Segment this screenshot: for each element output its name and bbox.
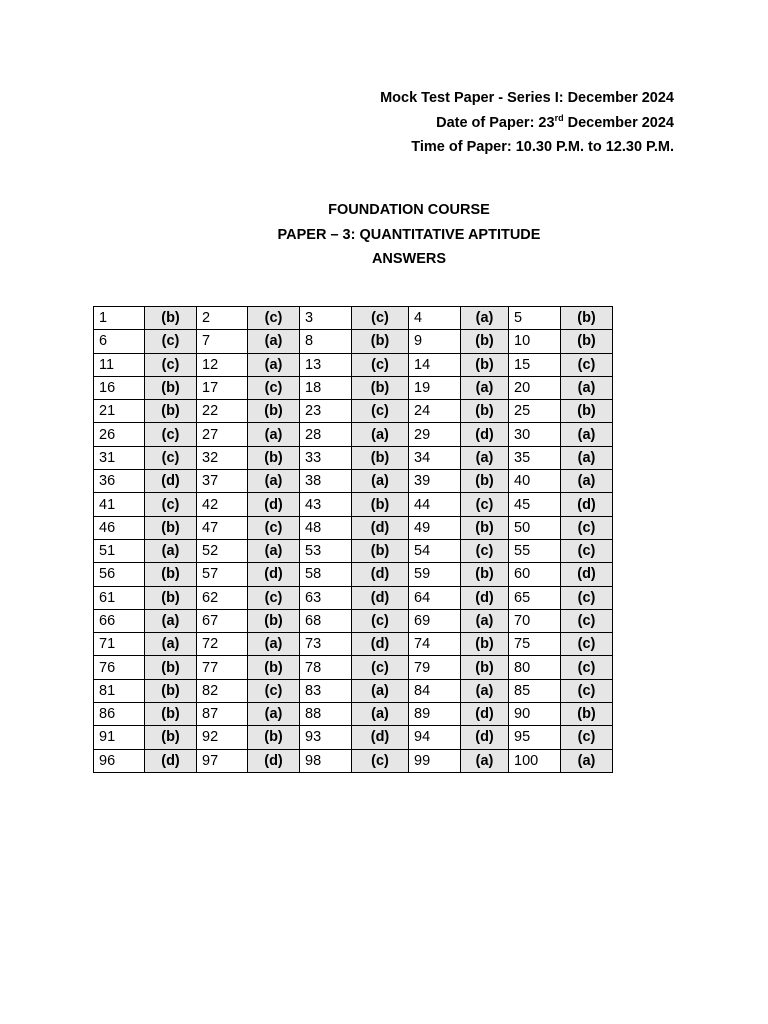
question-number: 89 [409,703,461,726]
question-number: 10 [509,330,561,353]
answer-option: (a) [461,609,509,632]
paper-name: PAPER – 3: QUANTITATIVE APTITUDE [277,226,541,243]
answer-option: (b) [145,679,197,702]
answer-option: (b) [461,400,509,423]
answer-option: (c) [561,656,613,679]
answer-option: (d) [561,563,613,586]
table-row [94,400,613,423]
question-number: 82 [197,679,248,702]
question-number: 42 [197,493,248,516]
answer-option: (b) [145,376,197,399]
paper-title [0,198,768,272]
question-number: 56 [94,563,145,586]
table-row [94,609,613,632]
question-number: 73 [300,633,352,656]
question-number: 92 [197,726,248,749]
answer-option: (a) [461,749,509,772]
answer-option: (d) [248,749,300,772]
table-row [94,446,613,469]
question-number: 29 [409,423,461,446]
answer-option: (a) [248,330,300,353]
question-number: 37 [197,470,248,493]
answer-option: (c) [248,307,300,330]
date-of-paper [380,111,674,136]
question-number: 48 [300,516,352,539]
answer-option: (b) [248,400,300,423]
question-number: 71 [94,633,145,656]
question-number: 66 [94,609,145,632]
answer-option: (c) [352,307,409,330]
date-ordinal-suffix: rd [554,112,564,123]
question-number: 25 [509,400,561,423]
answer-option: (b) [248,656,300,679]
question-number: 70 [509,609,561,632]
answer-option: (b) [461,330,509,353]
table-row [94,726,613,749]
question-number: 16 [94,376,145,399]
answer-option: (b) [461,633,509,656]
answer-option: (a) [352,703,409,726]
question-number: 36 [94,470,145,493]
answer-option: (d) [461,423,509,446]
question-number: 57 [197,563,248,586]
answer-option: (c) [561,609,613,632]
date-suffix: December 2024 [563,114,674,131]
question-number: 78 [300,656,352,679]
question-number: 96 [94,749,145,772]
question-number: 27 [197,423,248,446]
answer-option: (b) [561,703,613,726]
question-number: 5 [509,307,561,330]
answer-option: (a) [352,679,409,702]
answer-option: (a) [248,539,300,562]
answer-option: (b) [145,703,197,726]
table-row [94,703,613,726]
question-number: 19 [409,376,461,399]
answer-option: (b) [461,353,509,376]
answer-option: (b) [248,446,300,469]
question-number: 41 [94,493,145,516]
answer-option: (c) [145,423,197,446]
question-number: 90 [509,703,561,726]
answer-option: (d) [561,493,613,516]
question-number: 98 [300,749,352,772]
question-number: 99 [409,749,461,772]
question-number: 91 [94,726,145,749]
question-number: 59 [409,563,461,586]
question-number: 9 [409,330,461,353]
answer-option: (a) [145,633,197,656]
question-number: 77 [197,656,248,679]
answer-key-table [93,306,613,773]
answer-option: (d) [352,726,409,749]
question-number: 49 [409,516,461,539]
question-number: 83 [300,679,352,702]
question-number: 44 [409,493,461,516]
question-number: 34 [409,446,461,469]
answer-option: (c) [561,726,613,749]
answer-option: (c) [145,330,197,353]
answer-option: (a) [248,423,300,446]
answer-option: (d) [461,586,509,609]
answer-option: (d) [248,563,300,586]
answer-option: (a) [561,376,613,399]
table-row [94,423,613,446]
table-row [94,376,613,399]
answer-option: (c) [561,353,613,376]
question-number: 52 [197,539,248,562]
question-number: 81 [94,679,145,702]
answer-option: (b) [145,586,197,609]
answer-option: (a) [461,679,509,702]
answer-option: (a) [248,353,300,376]
question-number: 97 [197,749,248,772]
table-row [94,307,613,330]
question-number: 65 [509,586,561,609]
table-row [94,656,613,679]
question-number: 13 [300,353,352,376]
question-number: 55 [509,539,561,562]
answer-option: (d) [461,726,509,749]
answer-option: (b) [561,400,613,423]
question-number: 6 [94,330,145,353]
answer-option: (a) [248,633,300,656]
answer-option: (c) [461,493,509,516]
answer-option: (a) [561,470,613,493]
answer-option: (d) [352,586,409,609]
table-row [94,539,613,562]
question-number: 100 [509,749,561,772]
question-number: 75 [509,633,561,656]
answer-option: (d) [145,470,197,493]
answer-option: (b) [352,493,409,516]
answer-option: (b) [461,656,509,679]
table-row [94,493,613,516]
question-number: 60 [509,563,561,586]
question-number: 1 [94,307,145,330]
question-number: 28 [300,423,352,446]
answer-option: (b) [248,726,300,749]
answer-option: (b) [461,516,509,539]
question-number: 88 [300,703,352,726]
question-number: 87 [197,703,248,726]
answer-key-body [94,307,613,773]
question-number: 4 [409,307,461,330]
table-row [94,679,613,702]
question-number: 38 [300,470,352,493]
question-number: 74 [409,633,461,656]
answer-option: (a) [248,703,300,726]
answer-option: (c) [248,679,300,702]
answer-option: (d) [145,749,197,772]
answer-option: (b) [145,563,197,586]
question-number: 72 [197,633,248,656]
question-number: 54 [409,539,461,562]
question-number: 50 [509,516,561,539]
answer-option: (c) [352,353,409,376]
answer-option: (b) [145,400,197,423]
answer-option: (b) [352,330,409,353]
table-row [94,330,613,353]
question-number: 94 [409,726,461,749]
question-number: 23 [300,400,352,423]
question-number: 67 [197,609,248,632]
answer-option: (c) [352,656,409,679]
answer-option: (a) [461,307,509,330]
table-row [94,516,613,539]
question-number: 79 [409,656,461,679]
answer-option: (b) [145,656,197,679]
question-number: 2 [197,307,248,330]
answer-option: (d) [352,563,409,586]
question-number: 51 [94,539,145,562]
table-row [94,470,613,493]
answer-option: (a) [461,446,509,469]
answer-option: (b) [145,726,197,749]
answer-option: (c) [248,586,300,609]
time-of-paper: Time of Paper: 10.30 P.M. to 12.30 P.M. [411,139,674,155]
question-number: 35 [509,446,561,469]
question-number: 63 [300,586,352,609]
answer-option: (b) [352,539,409,562]
question-number: 68 [300,609,352,632]
question-number: 26 [94,423,145,446]
question-number: 31 [94,446,145,469]
question-number: 12 [197,353,248,376]
answer-option: (a) [145,609,197,632]
answer-option: (c) [352,400,409,423]
question-number: 20 [509,376,561,399]
question-number: 45 [509,493,561,516]
question-number: 33 [300,446,352,469]
table-row [94,563,613,586]
answers-heading: ANSWERS [371,251,447,267]
answer-option: (b) [561,330,613,353]
answer-option: (d) [352,633,409,656]
answer-option: (c) [145,446,197,469]
answer-option: (a) [561,749,613,772]
question-number: 86 [94,703,145,726]
question-number: 21 [94,400,145,423]
answer-option: (c) [561,633,613,656]
answer-option: (b) [352,446,409,469]
answer-option: (d) [248,493,300,516]
question-number: 93 [300,726,352,749]
answer-option: (a) [561,423,613,446]
table-row [94,749,613,772]
answer-option: (c) [352,749,409,772]
answer-option: (b) [248,609,300,632]
answer-option: (c) [145,353,197,376]
course-name: FOUNDATION COURSE [328,202,490,218]
question-number: 84 [409,679,461,702]
question-number: 62 [197,586,248,609]
answer-option: (b) [145,307,197,330]
question-number: 17 [197,376,248,399]
answer-option: (a) [248,470,300,493]
answer-option: (c) [248,516,300,539]
paper-header [380,86,674,160]
question-number: 39 [409,470,461,493]
question-number: 85 [509,679,561,702]
answer-option: (b) [561,307,613,330]
question-number: 18 [300,376,352,399]
question-number: 24 [409,400,461,423]
answer-option: (a) [145,539,197,562]
answer-option: (a) [461,376,509,399]
question-number: 30 [509,423,561,446]
answer-option: (c) [352,609,409,632]
answer-option: (b) [461,563,509,586]
question-number: 40 [509,470,561,493]
table-row [94,586,613,609]
answer-option: (a) [561,446,613,469]
answer-option: (c) [561,586,613,609]
table-row [94,353,613,376]
table-row [94,633,613,656]
question-number: 11 [94,353,145,376]
question-number: 76 [94,656,145,679]
question-number: 22 [197,400,248,423]
answer-option: (c) [145,493,197,516]
question-number: 15 [509,353,561,376]
answer-option: (d) [352,516,409,539]
answer-option: (d) [461,703,509,726]
answer-option: (c) [561,679,613,702]
answer-option: (b) [352,376,409,399]
answer-option: (c) [561,516,613,539]
question-number: 58 [300,563,352,586]
mock-test-series: Mock Test Paper - Series I: December 2024 [380,90,674,106]
answer-option: (a) [352,423,409,446]
question-number: 61 [94,586,145,609]
question-number: 7 [197,330,248,353]
answer-option: (c) [461,539,509,562]
question-number: 69 [409,609,461,632]
question-number: 3 [300,307,352,330]
answer-option: (a) [352,470,409,493]
answer-option: (b) [461,470,509,493]
question-number: 46 [94,516,145,539]
question-number: 47 [197,516,248,539]
answer-option: (b) [145,516,197,539]
question-number: 8 [300,330,352,353]
question-number: 95 [509,726,561,749]
answer-option: (c) [561,539,613,562]
answer-option: (c) [248,376,300,399]
question-number: 14 [409,353,461,376]
question-number: 64 [409,586,461,609]
question-number: 53 [300,539,352,562]
question-number: 80 [509,656,561,679]
date-prefix: Date of Paper: 23 [436,114,555,131]
question-number: 32 [197,446,248,469]
question-number: 43 [300,493,352,516]
